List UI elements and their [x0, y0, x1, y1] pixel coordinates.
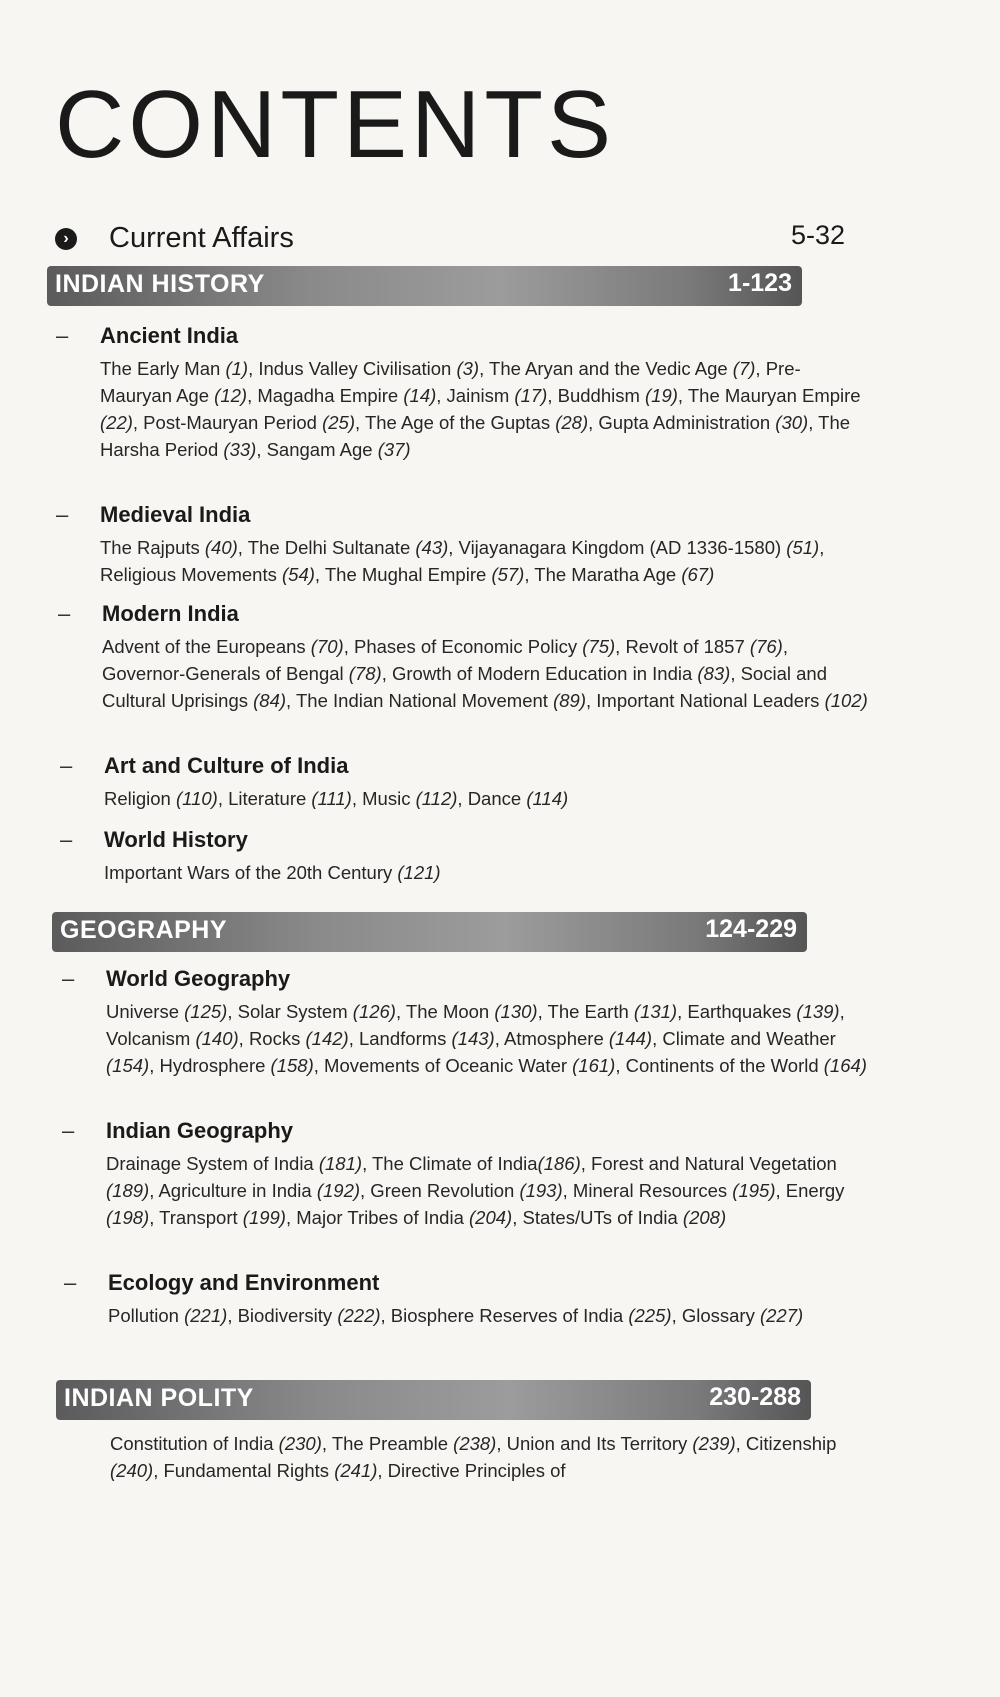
current-affairs-label: Current Affairs [109, 222, 294, 254]
subsection-text: Universe (125), Solar System (126), The Moon (130), The Earth (131), Earthquakes (139), Volcanism (140), Rocks (142), Landforms (143), Atmosphere (144), Climate and Weather (154), Hydrosphere (158), Movements of Oceanic Water (161), Continents of the World (164) [106, 1001, 867, 1076]
subsection-heading: Art and Culture of India [104, 753, 349, 778]
subsection-text: The Early Man (1), Indus Valley Civilisation (3), The Aryan and the Vedic Age (7), Pre-Mauryan Age (12), Magadha Empire (14), Jainism (17), Buddhism (19), The Mauryan Empire (22), Post-Mauryan Period (25), The Age of the Guptas (28), Gupta Administration (30), The Harsha Period (33), Sangam Age (37) [100, 358, 861, 460]
subsection-ecology: – Ecology and Environment Pollution (221), Biodiversity (222), Biosphere Reserves of India (225), Glossary (227) [108, 1270, 878, 1329]
subsection-medieval-india: – Medieval India The Rajputs (40), The Delhi Sultanate (43), Vijayanagara Kingdom (AD 1336-1580) (51), Religious Movements (54), The Mughal Empire (57), The Maratha Age (67) [100, 502, 870, 588]
section-pages: 1-123 [728, 269, 792, 297]
subsection-world-history: – World History Important Wars of the 20th Century (121) [104, 827, 874, 886]
subsection-heading: World Geography [106, 966, 291, 991]
arrow-circle-icon: › [55, 228, 77, 250]
subsection-text: Drainage System of India (181), The Climate of India(186), Forest and Natural Vegetation (189), Agriculture in India (192), Green Revolution (193), Mineral Resources (195), Energy (198), Transport (199), Major Tribes of India (204), States/UTs of India (208) [106, 1153, 845, 1228]
subsection-heading: Medieval India [100, 502, 251, 527]
subsection-art-culture: – Art and Culture of India Religion (110), Literature (111), Music (112), Dance (114) [104, 753, 874, 812]
current-affairs-row [55, 220, 845, 260]
subsection-heading: Ancient India [100, 323, 239, 348]
section-title: INDIAN POLITY [64, 1384, 254, 1412]
subsection-heading: World History [104, 827, 248, 852]
subsection-text: Important Wars of the 20th Century (121) [104, 862, 441, 883]
current-affairs-pages: 5-32 [790, 220, 845, 250]
subsection-text: The Rajputs (40), The Delhi Sultanate (43), Vijayanagara Kingdom (AD 1336-1580) (51), Religious Movements (54), The Mughal Empire (57), The Maratha Age (67) [100, 537, 825, 585]
subsection-heading: Indian Geography [106, 1118, 294, 1143]
subsection-heading: Ecology and Environment [108, 1270, 380, 1295]
section-header-geography [52, 912, 807, 952]
subsection-heading: Modern India [102, 601, 239, 626]
subsection-indian-geography: – Indian Geography Drainage System of India (181), The Climate of India(186), Forest and Natural Vegetation (189), Agriculture in India (192), Green Revolution (193), Mineral Resources (195), Energy (198), Transport (199), Major Tribes of India (204), States/UTs of India (208) [106, 1118, 876, 1231]
section-title: GEOGRAPHY [60, 916, 228, 944]
polity-text-block [110, 1430, 880, 1484]
section-pages: 124-229 [705, 915, 797, 943]
subsection-text: Advent of the Europeans (70), Phases of Economic Policy (75), Revolt of 1857 (76), Governor-Generals of Bengal (78), Growth of Modern Education in India (83), Social and Cultural Uprisings (84), The Indian National Movement (89), Important National Leaders (102) [102, 636, 868, 711]
section-header-indian-history [47, 266, 802, 306]
section-pages: 230-288 [709, 1383, 801, 1411]
section-header-indian-polity [56, 1380, 811, 1420]
subsection-text: Religion (110), Literature (111), Music (112), Dance (114) [104, 788, 569, 809]
subsection-modern-india: – Modern India Advent of the Europeans (70), Phases of Economic Policy (75), Revolt of 1857 (76), Governor-Generals of Bengal (78), Growth of Modern Education in India (83), Social and Cultural Uprisings (84), The Indian National Movement (89), Important National Leaders (102) [102, 601, 872, 714]
subsection-world-geography: – World Geography Universe (125), Solar System (126), The Moon (130), The Earth (131), Earthquakes (139), Volcanism (140), Rocks (142), Landforms (143), Atmosphere (144), Climate and Weather (154), Hydrosphere (158), Movements of Oceanic Water (161), Continents of the World (164) [106, 966, 876, 1079]
section-title: INDIAN HISTORY [55, 270, 265, 298]
section-text: Constitution of India (230), The Preamble (238), Union and Its Territory (239), Citizenship (240), Fundamental Rights (241), Directive Principles of [110, 1433, 837, 1481]
page-title: CONTENTS [55, 71, 615, 178]
subsection-ancient-india: – Ancient India The Early Man (1), Indus Valley Civilisation (3), The Aryan and the Vedic Age (7), Pre-Mauryan Age (12), Magadha Empire (14), Jainism (17), Buddhism (19), The Mauryan Empire (22), Post-Mauryan Period (25), The Age of the Guptas (28), Gupta Administration (30), The Harsha Period (33), Sangam Age (37) [100, 323, 870, 463]
subsection-text: Pollution (221), Biodiversity (222), Biosphere Reserves of India (225), Glossary (227) [108, 1305, 804, 1326]
